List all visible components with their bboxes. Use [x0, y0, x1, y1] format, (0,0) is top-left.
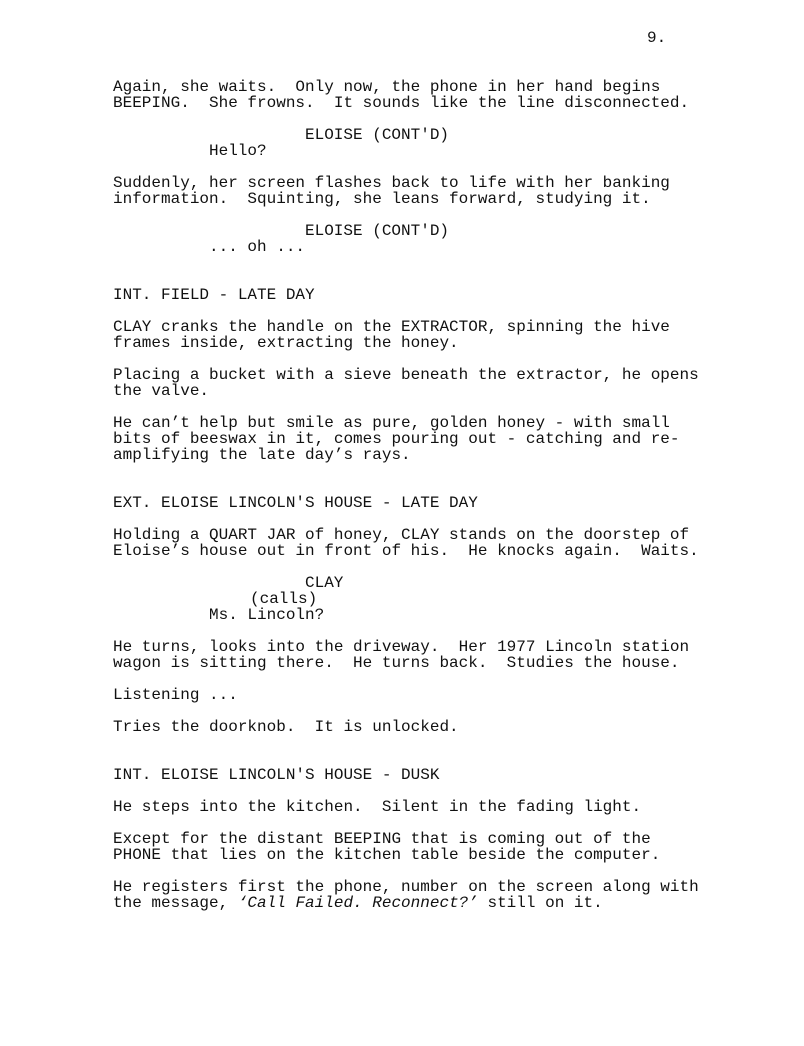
- action-line: Except for the distant BEEPING that is coming out of the: [113, 830, 651, 848]
- action-text: still on it.: [477, 894, 603, 912]
- dialogue-line: Hello?: [209, 142, 267, 160]
- action-text: the message,: [113, 894, 238, 912]
- action-line: Tries the doorknob. It is unlocked.: [113, 718, 459, 736]
- action-line: PHONE that lies on the kitchen table beside the computer.: [113, 846, 661, 864]
- action-line: He turns, looks into the driveway. Her 1977 Lincoln station: [113, 638, 690, 656]
- action-line: He registers first the phone, number on the screen along with: [113, 878, 699, 896]
- italic-quote: ‘Call Failed. Reconnect?’: [237, 894, 478, 912]
- action-line: CLAY cranks the handle on the EXTRACTOR, spinning the hive: [113, 318, 670, 336]
- scene-heading: EXT. ELOISE LINCOLN'S HOUSE - LATE DAY: [113, 494, 478, 512]
- character-cue: ELOISE (CONT'D): [305, 126, 450, 144]
- action-line: Holding a QUART JAR of honey, CLAY stands on the doorstep of: [113, 526, 690, 544]
- action-line: bits of beeswax in it, comes pouring out - catching and re-: [113, 430, 680, 448]
- action-line: amplifying the late day’s rays.: [113, 446, 411, 464]
- page-number: 9.: [647, 29, 667, 47]
- action-line: Placing a bucket with a sieve beneath the extractor, he opens: [113, 366, 699, 384]
- action-line: information. Squinting, she leans forward, studying it.: [113, 190, 651, 208]
- character-cue: ELOISE (CONT'D): [305, 222, 450, 240]
- scene-heading: INT. FIELD - LATE DAY: [113, 286, 315, 304]
- action-line: wagon is sitting there. He turns back. Studies the house.: [113, 654, 680, 672]
- action-line: He steps into the kitchen. Silent in the fading light.: [113, 798, 642, 816]
- scene-heading: INT. ELOISE LINCOLN'S HOUSE - DUSK: [113, 766, 440, 784]
- action-line: frames inside, extracting the honey.: [113, 334, 459, 352]
- action-line: BEEPING. She frowns. It sounds like the line disconnected.: [113, 94, 690, 112]
- action-line: [113, 895, 603, 911]
- action-line: the valve.: [113, 382, 210, 400]
- action-line: Listening ...: [113, 686, 238, 704]
- parenthetical: (calls): [250, 590, 318, 608]
- dialogue-line: ... oh ...: [209, 238, 306, 256]
- dialogue-line: Ms. Lincoln?: [209, 606, 325, 624]
- action-line: Again, she waits. Only now, the phone in her hand begins: [113, 78, 661, 96]
- character-cue: CLAY: [305, 574, 344, 592]
- action-line: He can’t help but smile as pure, golden honey - with small: [113, 414, 670, 432]
- action-line: Eloise’s house out in front of his. He knocks again. Waits.: [113, 542, 699, 560]
- action-line: Suddenly, her screen flashes back to life with her banking: [113, 174, 670, 192]
